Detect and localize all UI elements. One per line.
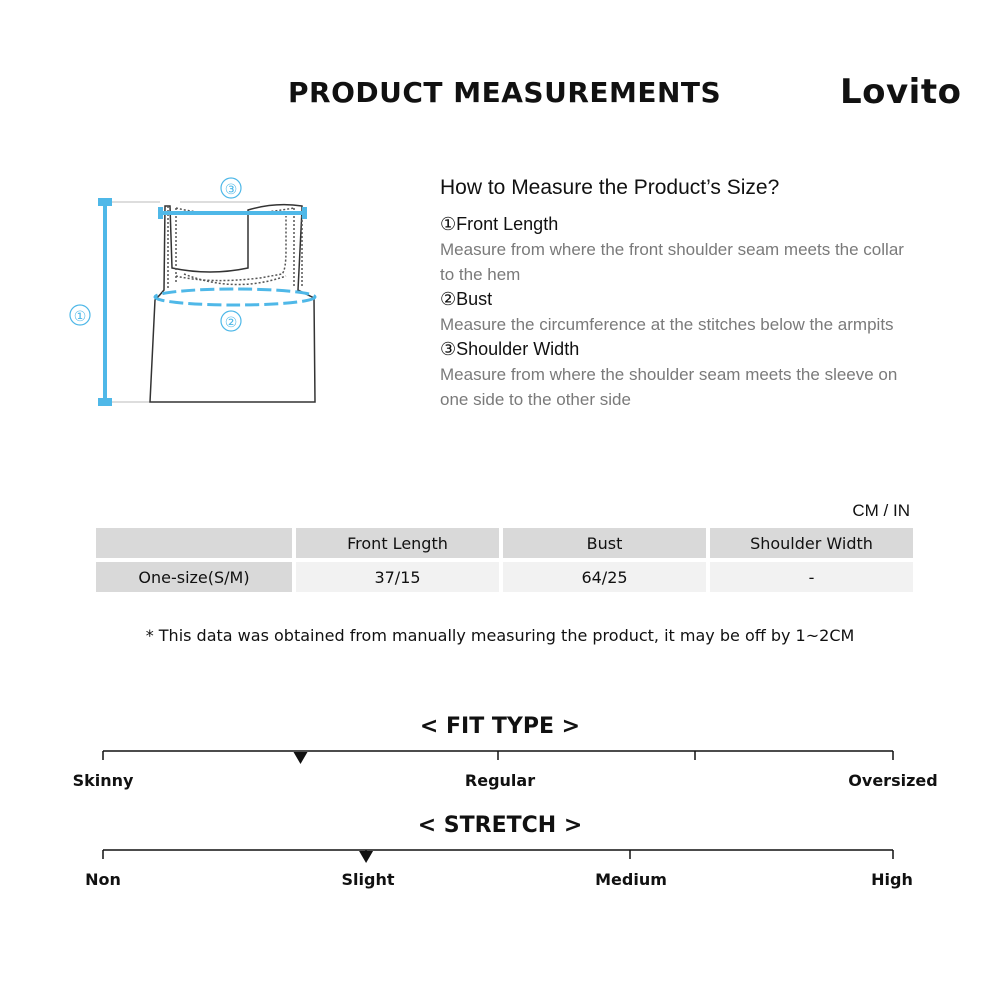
front-length-cap-top: [98, 198, 112, 206]
brand-logo: Lovito: [840, 72, 962, 112]
marker-front-length: ①: [73, 309, 87, 325]
page-title: PRODUCT MEASUREMENTS: [288, 76, 722, 109]
stretch-pointer: [359, 851, 373, 863]
table-header-cell: Front Length: [296, 528, 499, 558]
fit-type-pointer: [294, 752, 308, 764]
table-row: [96, 562, 913, 592]
howto-title: How to Measure the Product’s Size?: [440, 176, 780, 199]
stretch-title: < STRETCH >: [417, 813, 583, 838]
size-table: [92, 524, 917, 596]
front-length-cap-bottom: [98, 398, 112, 406]
table-row-label: One-size(S/M): [96, 562, 292, 592]
instr-bust-label: ②Bust: [440, 289, 493, 309]
fit-label-regular: Regular: [464, 771, 536, 790]
instr-shoulder-width-desc: Measure from where the shoulder seam meets the sleeve on one side to the other side: [440, 365, 898, 409]
table-cell: -: [710, 562, 913, 592]
instr-shoulder-width-label: ③Shoulder Width: [440, 339, 580, 359]
stretch-label-medium: Medium: [595, 870, 667, 889]
fit-type-title: < FIT TYPE >: [419, 714, 581, 739]
stretch-label-slight: Slight: [341, 870, 395, 889]
table-header-cell: Bust: [503, 528, 706, 558]
instr-bust-desc: Measure the circumference at the stitches below the armpits: [440, 315, 894, 334]
fit-label-oversized: Oversized: [848, 771, 938, 790]
table-header-cell: Shoulder Width: [710, 528, 913, 558]
marker-bust: ②: [224, 315, 238, 331]
fit-label-skinny: Skinny: [72, 771, 134, 790]
table-cell: 37/15: [296, 562, 499, 592]
instr-front-length-desc: Measure from where the front shoulder seam meets the collar to the hem: [440, 240, 904, 284]
instr-front-length-label: ①Front Length: [440, 214, 559, 234]
garment-diagram: [60, 170, 340, 420]
measure-instructions: [440, 212, 920, 412]
table-header-cell: [96, 528, 292, 558]
bust-marker: [155, 289, 315, 305]
table-header-row: [96, 528, 913, 558]
measurement-note: * This data was obtained from manually measuring the product, it may be off by 1~2CM: [145, 626, 855, 645]
marker-shoulder-width: ③: [224, 182, 238, 198]
table-cell: 64/25: [503, 562, 706, 592]
stretch-scale: [0, 843, 1000, 883]
unit-label: CM / IN: [852, 501, 910, 520]
stretch-label-high: High: [871, 870, 913, 889]
stretch-label-non: Non: [85, 870, 121, 889]
